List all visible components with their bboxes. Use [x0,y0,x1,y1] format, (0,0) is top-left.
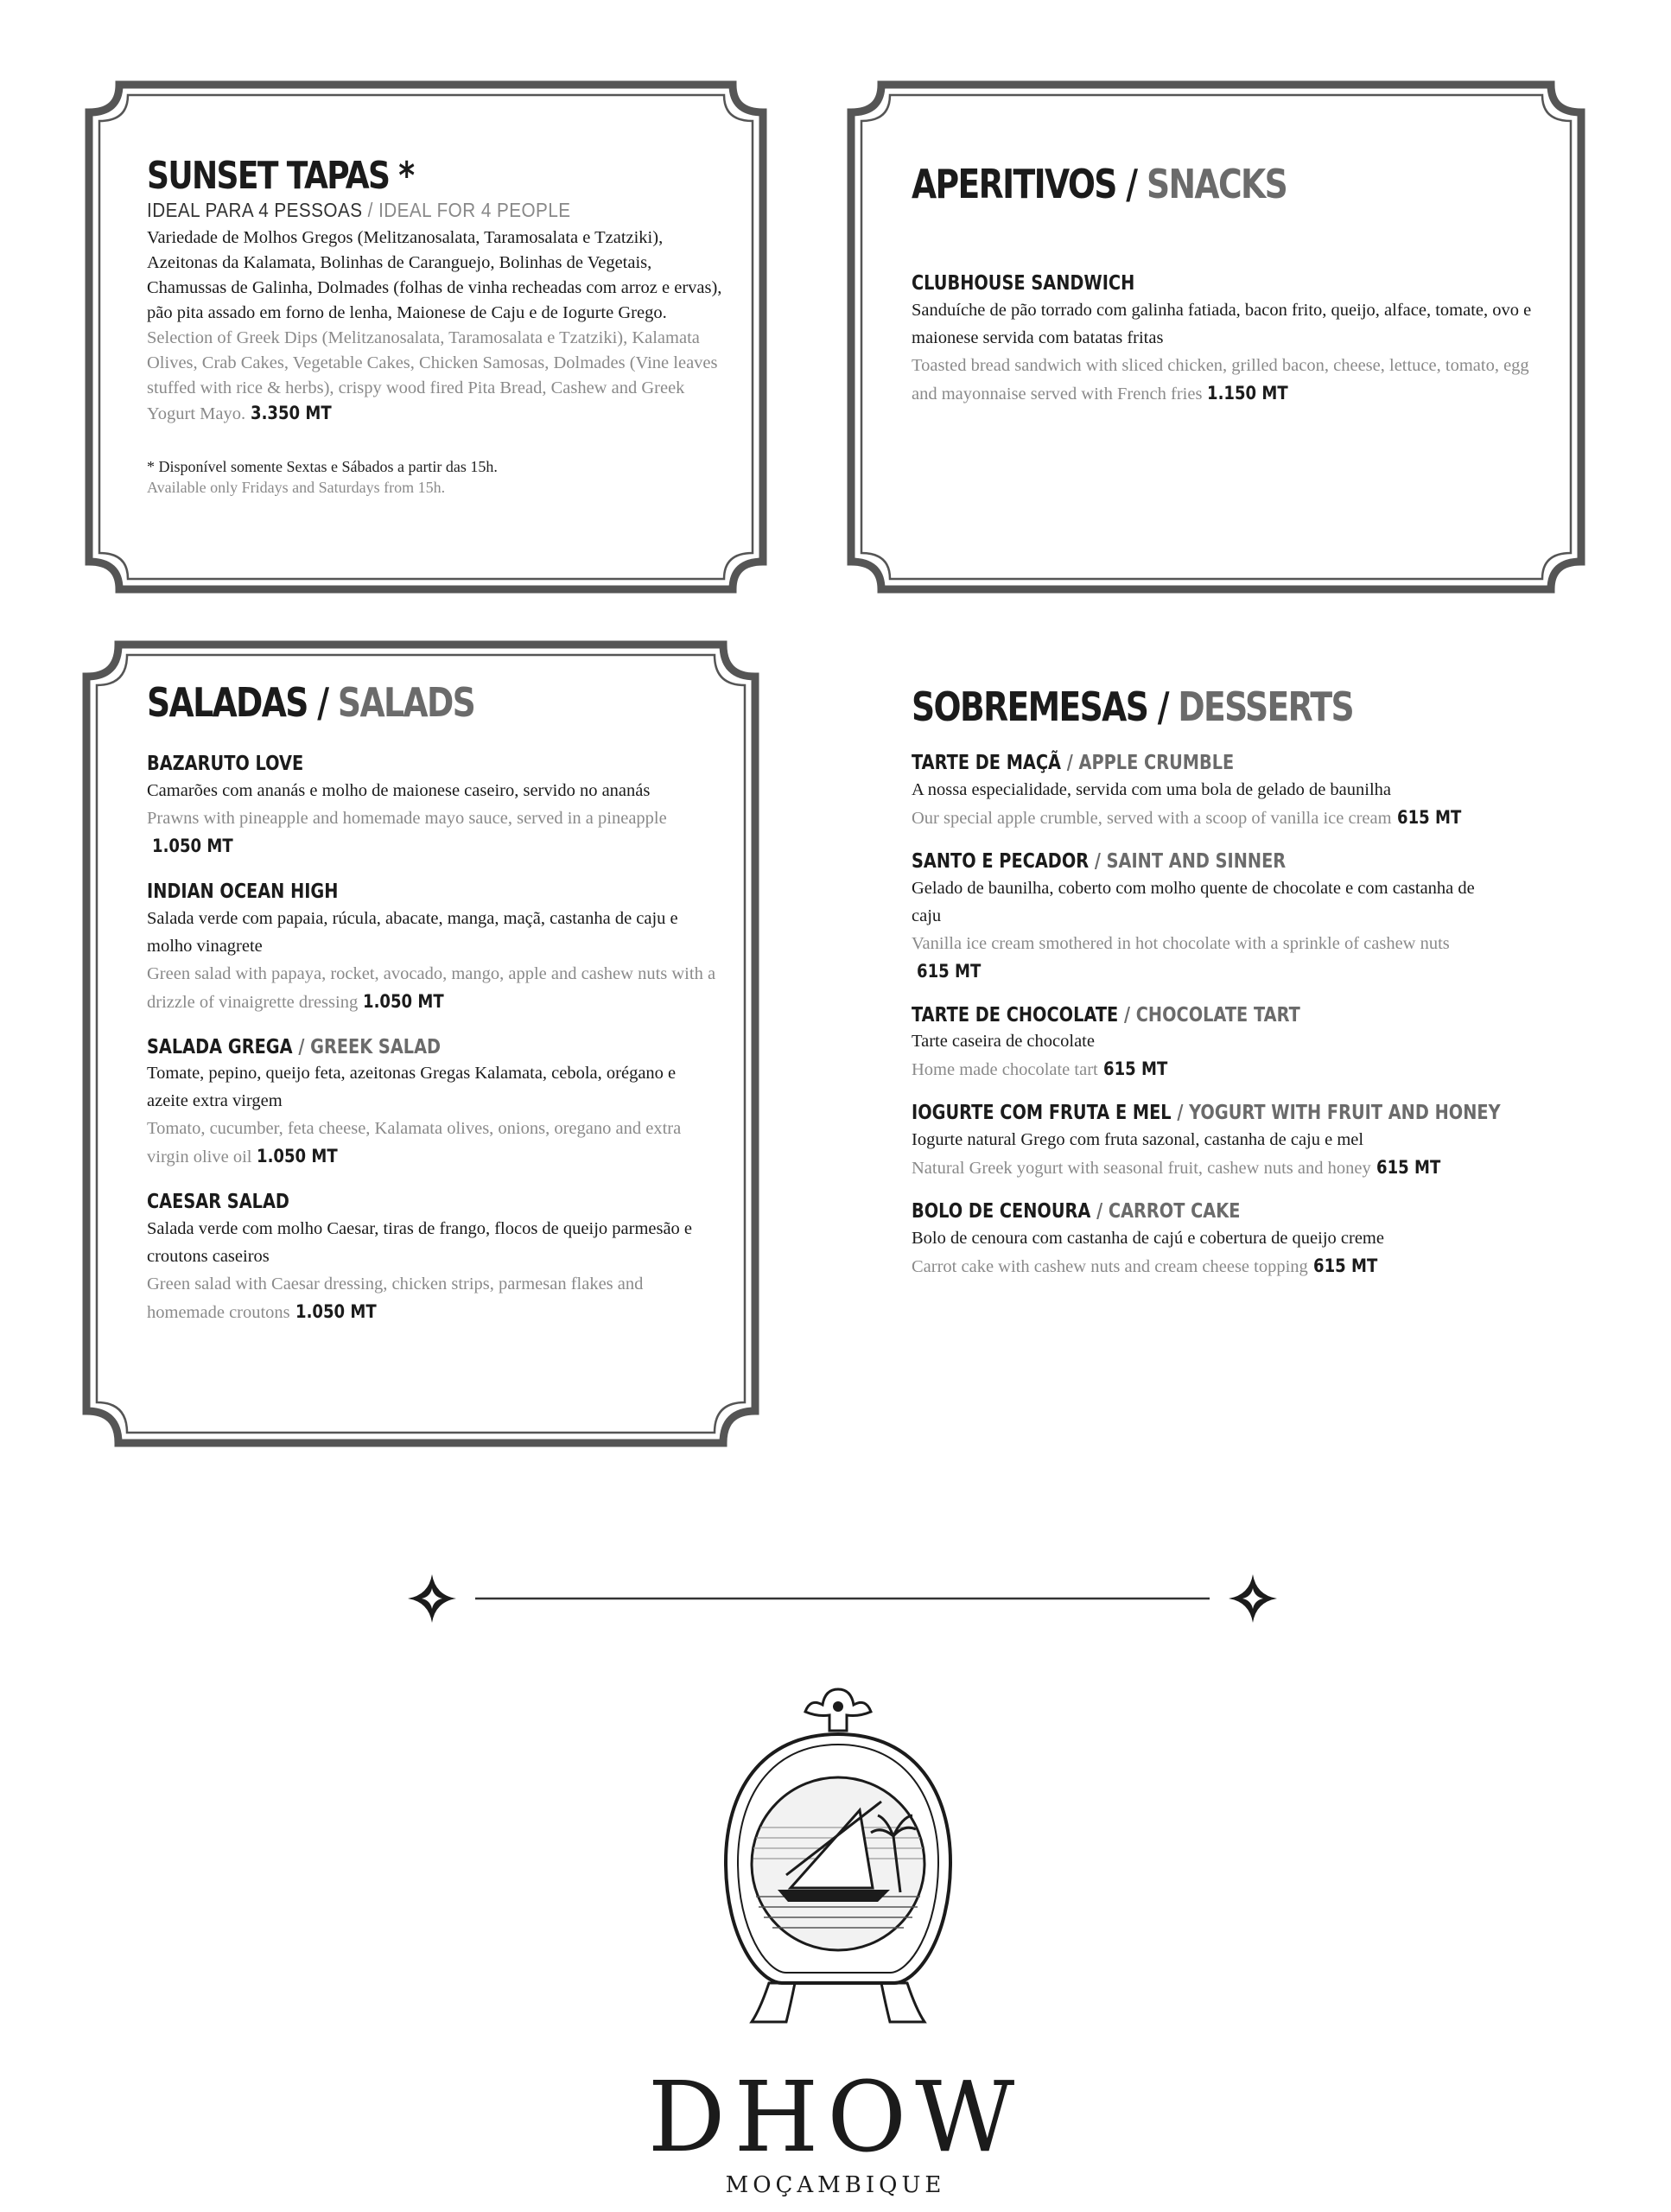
tapas-subtitle-en: IDEAL FOR 4 PEOPLE [378,199,571,221]
item-name [912,1101,1501,1126]
item-name-en: CHOCOLATE TART [1135,1003,1300,1027]
item-name-sep: / [1061,752,1079,774]
item-name [147,752,626,777]
salads-title-pt: SALADAS [147,679,308,726]
item-name-pt: CAESAR SALAD [147,1191,289,1214]
item-name-pt: INDIAN OCEAN HIGH [147,880,339,903]
item-desc-en: Tomato, cucumber, feta cheese, Kalamata olives, onions, oregano and extra virgin olive oil [147,1119,682,1167]
item-desc-pt: Sanduíche de pão torrado com galinha fatiada, bacon frito, queijo, alface, tomate, ovo e maionese servida com batatas fritas [912,300,1532,347]
desserts-title-pt: SOBREMESAS [912,683,1148,730]
tapas-note-en: Available only Fridays and Saturdays from 15h. [147,479,446,496]
item-desc-en-wrap [147,804,717,861]
item-price: 1.050 MT [363,990,444,1012]
item-price: 615 MT [1396,806,1461,828]
snacks-section [912,161,1534,408]
menu-item [147,1035,717,1172]
menu-item [912,271,1534,408]
snacks-title-pt: APERITIVOS [912,161,1116,207]
item-name-sep: / [1089,849,1107,873]
item-name-en: YOGURT WITH FRUIT AND HONEY [1189,1102,1501,1125]
menu-item [147,1190,717,1326]
item-desc-en-wrap [912,930,1499,986]
item-price: 1.050 MT [152,835,233,856]
item-name-pt: SALADA GREGA [147,1035,293,1058]
desserts-title-en: DESSERTS [1178,683,1353,730]
item-name [912,751,1492,776]
tapas-section [147,154,726,498]
item-desc-pt: Bolo de cenoura com castanha de cajú e cobertura de queijo creme [912,1228,1384,1248]
menu-item [147,752,717,861]
dhow-boat-emblem-icon [708,1681,968,2061]
salads-section [147,679,717,1326]
item-desc-pt: Tomate, pepino, queijo feta, azeitonas Gregas Kalamata, cebola, orégano e azeite extra virgem [147,1064,677,1111]
item-name: CLUBHOUSE SANDWICH [912,272,1135,295]
brand-location: MOÇAMBIQUE [725,2172,946,2198]
item-desc-pt: Iogurte natural Grego com fruta sazonal, castanha de caju e mel [912,1130,1364,1149]
item-price: 1.150 MT [1207,382,1289,404]
menu-item [912,1003,1603,1084]
desserts-list [912,751,1603,1281]
item-desc-en: Natural Greek yogurt with seasonal fruit, cashew nuts and honey [912,1159,1371,1178]
tapas-price: 3.350 MT [251,403,332,423]
item-desc-en-wrap [912,804,1603,832]
item-desc-pt: Tarte caseira de chocolate [912,1032,1095,1052]
item-name-sep: / [1090,1200,1109,1223]
salads-title [147,679,614,726]
item-desc-en-wrap [912,1055,1603,1084]
item-desc-en-wrap [147,960,717,1016]
salads-title-sep: / [307,679,338,726]
tapas-title: SUNSET TAPAS * [147,154,414,198]
item-desc-en-wrap [912,1154,1603,1182]
item-price: 1.050 MT [257,1146,339,1167]
tapas-desc-en: Selection of Greek Dips (Melitzanosalata, Taramosalata e Tzatziki), Kalamata Olives, Crab Cakes, Vegetable Cakes, Chicken Samosas, Dolmades (Vine leaves stuffed with rice & herbs), crispy wood fired Pita Bread, Cashew and Greek Yogurt Mayo. [147,328,718,423]
item-name-sep: / [292,1035,311,1058]
item-desc-en-wrap [147,1115,717,1171]
item-desc-pt: Salada verde com molho Caesar, tiras de frango, flocos de queijo parmesão e croutons caseiros [147,1219,693,1266]
tapas-desc-pt: Variedade de Molhos Gregos (Melitzanosalata, Taramosalata e Tzatziki), Azeitonas da Kalamata, Bolinhas de Caranguejo, Bolinhas de Vegetais, Chamussas de Galinha, Dolmades (folhas de vinha recheadas com arroz e ervas), pão pita assado em forno de lenha, Maionese de Caju e de Iogurte Grego. [147,228,722,322]
item-desc-en: Carrot cake with cashew nuts and cream cheese topping [912,1256,1308,1276]
tapas-desc-en-wrap [147,326,726,427]
item-price: 615 MT [1312,1255,1378,1276]
desserts-title-sep: / [1147,683,1179,730]
item-name-en: CARROT CAKE [1108,1200,1241,1223]
item-price: 615 MT [917,960,982,982]
item-name-en: APPLE CRUMBLE [1078,752,1235,774]
item-price: 1.050 MT [295,1301,377,1322]
item-name [912,849,1492,874]
tapas-subtitle [147,199,668,222]
item-desc-en: Green salad with papaya, rocket, avocado, mango, apple and cashew nuts with a drizzle of vinaigrette dressing [147,963,716,1012]
item-name [912,1003,1492,1028]
item-desc-en-wrap [912,352,1534,408]
desserts-section [912,683,1603,1281]
item-desc-en: Vanilla ice cream smothered in hot chocolate with a sprinkle of cashew nuts [912,933,1450,953]
item-name [147,880,626,905]
four-point-star-ornament-icon [1229,1574,1277,1623]
item-price: 615 MT [1376,1157,1441,1178]
tapas-subtitle-sep: / [362,199,379,221]
menu-item [912,849,1603,986]
snacks-title-en: SNACKS [1146,161,1287,207]
ornamental-divider [397,1573,1287,1624]
tapas-subtitle-pt: IDEAL PARA 4 PESSOAS [147,199,363,221]
item-desc-pt: A nossa especialidade, servida com uma bola de gelado de baunilha [912,779,1392,799]
menu-item [912,1101,1603,1182]
item-name [147,1190,626,1215]
item-name-sep: / [1171,1102,1190,1125]
desserts-title [912,683,1478,730]
item-name-pt: BAZARUTO LOVE [147,753,304,775]
salads-title-en: SALADS [337,679,475,726]
item-name-pt: BOLO DE CENOURA [912,1200,1091,1223]
item-desc-en: Prawns with pineapple and homemade mayo sauce, served in a pineapple [147,808,667,828]
menu-item [912,751,1603,832]
item-name-pt: SANTO E PECADOR [912,849,1090,873]
snacks-title [912,161,1421,207]
item-desc-pt: Camarões com ananás e molho de maionese caseiro, servido no ananás [147,780,651,800]
tapas-note-pt: * Disponível somente Sextas e Sábados a partir das 15h. [147,458,498,475]
snacks-title-sep: / [1115,161,1147,207]
item-desc-en-wrap [147,1270,717,1326]
item-name-sep: / [1118,1003,1136,1027]
four-point-star-ornament-icon [408,1574,456,1623]
menu-item [147,880,717,1016]
item-name-en: GREEK SALAD [310,1035,442,1058]
brand-name: DHOW [647,2062,1024,2174]
item-name-pt: IOGURTE COM FRUTA E MEL [912,1102,1172,1125]
item-desc-pt: Salada verde com papaia, rúcula, abacate, manga, maçã, castanha de caju e molho vinagrete [147,908,678,956]
item-name [912,1199,1492,1224]
item-desc-en: Our special apple crumble, served with a scoop of vanilla ice cream [912,808,1392,828]
item-price: 615 MT [1102,1058,1168,1080]
salads-list [147,752,717,1326]
item-desc-pt: Gelado de baunilha, coberto com molho quente de chocolate e com castanha de caju [912,878,1475,925]
item-desc-en-wrap [912,1252,1603,1281]
item-desc-en: Toasted bread sandwich with sliced chicken, grilled bacon, cheese, lettuce, tomato, egg and mayonnaise served with French fries [912,355,1529,404]
item-name [147,1035,626,1060]
item-desc-en: Home made chocolate tart [912,1060,1098,1080]
item-name-en: SAINT AND SINNER [1106,849,1287,873]
menu-item [912,1199,1603,1281]
item-desc-en: Green salad with Caesar dressing, chicken strips, parmesan flakes and homemade croutons [147,1274,644,1322]
item-name-pt: TARTE DE MAÇÃ [912,752,1062,774]
item-name-pt: TARTE DE CHOCOLATE [912,1003,1119,1027]
